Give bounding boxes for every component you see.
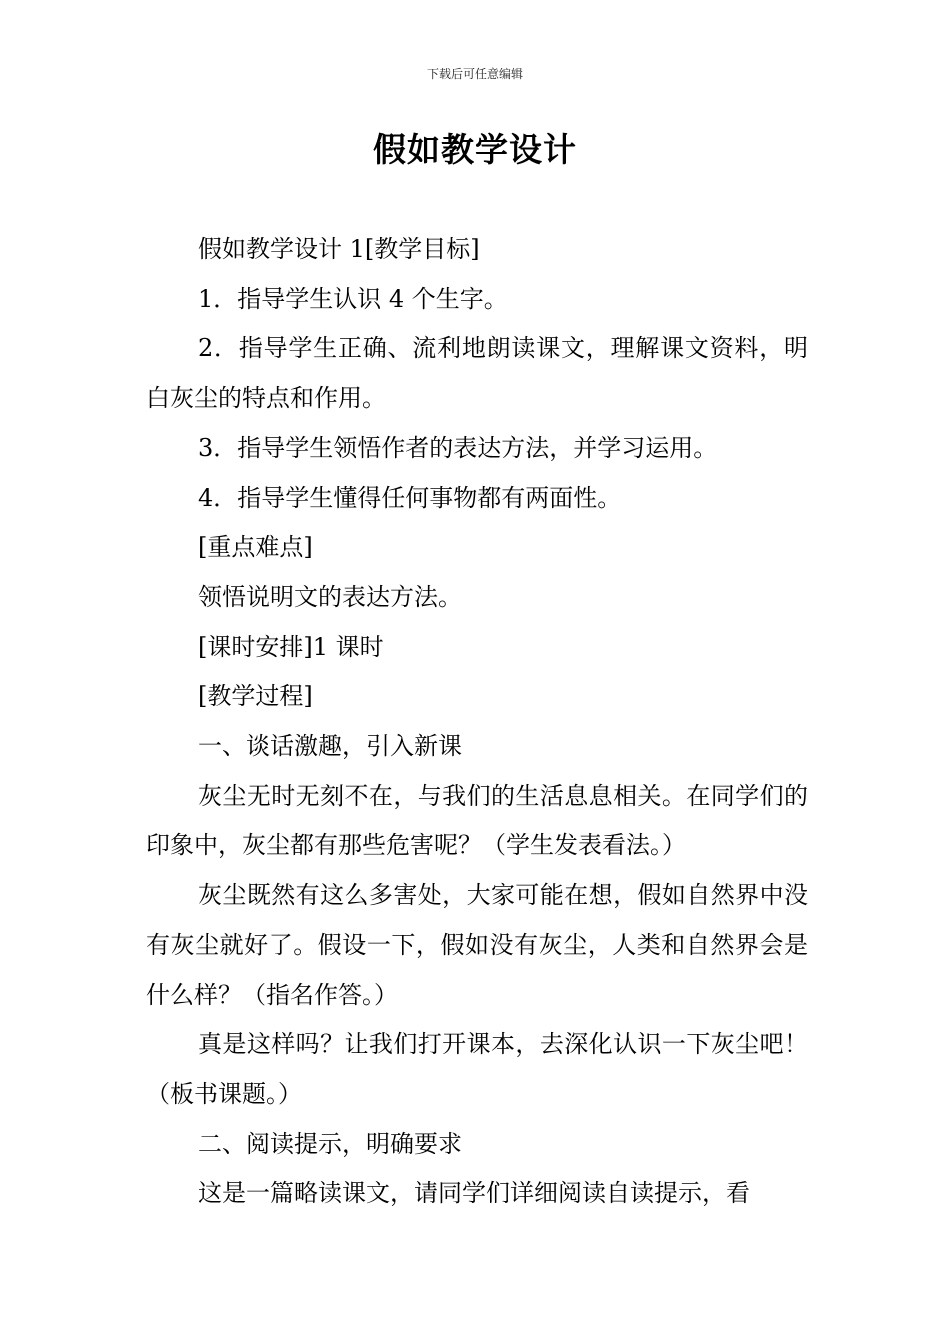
paragraph: 3．指导学生领悟作者的表达方法，并学习运用。 — [198, 433, 718, 462]
paragraph: 这是一篇略读课文，请同学们详细阅读自读提示，看 — [198, 1179, 750, 1208]
paragraph: 1．指导学生认识 4 个生字。 — [198, 284, 508, 313]
paragraph: [教学过程] — [198, 682, 313, 711]
document-body — [146, 225, 808, 1219]
paragraph: 2．指导学生正确、流利地朗读课文，理解课文资料，明白灰尘的特点和作用。 — [146, 334, 808, 413]
paragraph: 灰尘无时无刻不在，与我们的生活息息相关。在同学们的印象中，灰尘都有那些危害呢？（学生发表看法。） — [146, 781, 808, 860]
paragraph: 假如教学设计 1[教学目标] — [198, 235, 480, 263]
paragraph: [重点难点] — [198, 533, 313, 562]
paragraph: 二、阅读提示，明确要求 — [198, 1129, 462, 1158]
paragraph: 一、谈话激趣，引入新课 — [198, 732, 462, 761]
paragraph: [课时安排]1 课时 — [198, 632, 384, 661]
paragraph: 领悟说明文的表达方法。 — [198, 582, 462, 611]
document-title: 假如教学设计 — [373, 130, 577, 169]
paragraph: 灰尘既然有这么多害处，大家可能在想，假如自然界中没有灰尘就好了。假设一下，假如没有灰尘，人类和自然界会是什么样？（指名作答。） — [146, 881, 808, 1009]
paragraph: 真是这样吗？让我们打开课本，去深化认识一下灰尘吧！（板书课题。） — [146, 1030, 808, 1108]
paragraph: 4．指导学生懂得任何事物都有两面性。 — [198, 483, 622, 512]
page-header-note: 下载后可任意编辑 — [426, 67, 523, 81]
